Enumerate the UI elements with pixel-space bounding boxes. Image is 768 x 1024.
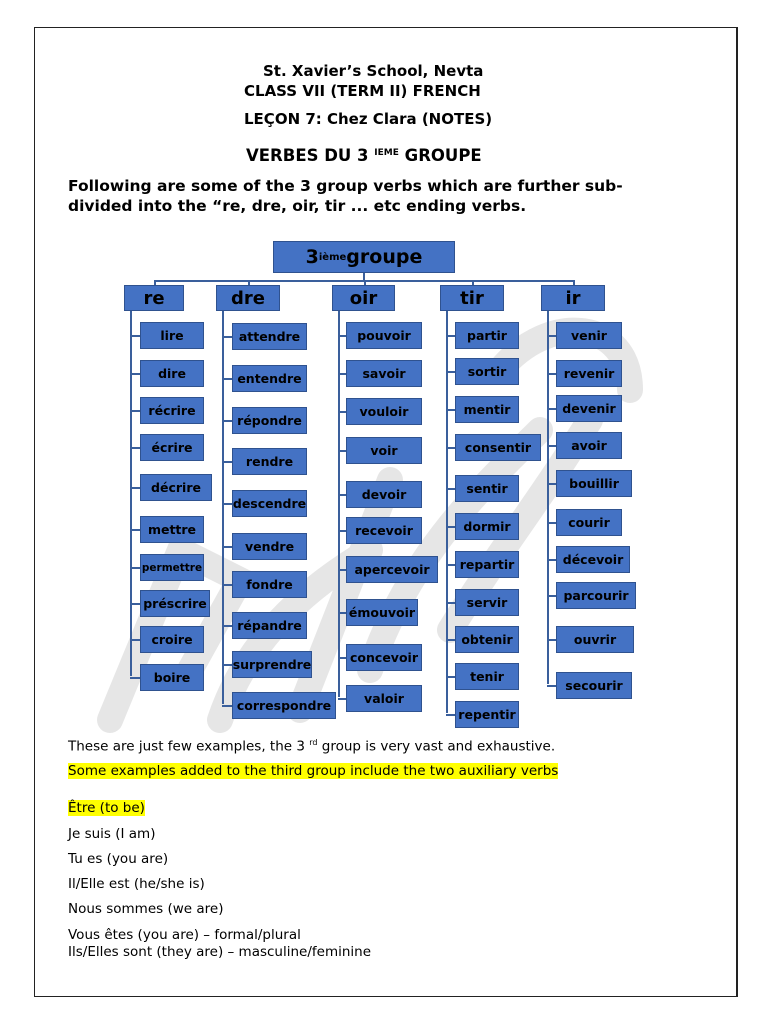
verb-node: dormir — [455, 513, 519, 540]
verb-node: croire — [140, 626, 204, 653]
verb-node: repartir — [455, 551, 519, 578]
connector-line — [222, 705, 232, 707]
connector-line — [547, 639, 556, 641]
verb-node: concevoir — [346, 644, 422, 671]
group-re-node: re — [124, 285, 184, 311]
connector-line — [222, 664, 232, 666]
verb-node: partir — [455, 322, 519, 349]
connector-line — [130, 603, 140, 605]
verb-node: recevoir — [346, 517, 422, 544]
connector-line — [446, 714, 455, 716]
conj-line: Je suis (I am) — [68, 826, 156, 842]
verb-node: devenir — [556, 395, 622, 422]
connector-line — [338, 411, 346, 413]
root-node: 3 ième groupe — [273, 241, 455, 273]
verb-node: récrire — [140, 397, 204, 424]
connector-line — [338, 657, 346, 659]
verb-node: lire — [140, 322, 204, 349]
connector-line — [547, 559, 556, 561]
verb-node: avoir — [556, 432, 622, 459]
page-title: VERBES DU 3 $^{IEME}$ GROUPE — [246, 146, 482, 165]
verb-node: servir — [455, 589, 519, 616]
connector-line — [446, 371, 455, 373]
verb-node: apercevoir — [346, 556, 438, 583]
connector-line — [130, 677, 140, 679]
connector-line — [130, 639, 140, 641]
group-ir-node: ir — [541, 285, 605, 311]
verb-node: mettre — [140, 516, 204, 543]
connector-line — [547, 445, 556, 447]
verb-node: savoir — [346, 360, 422, 387]
verb-node: courir — [556, 509, 622, 536]
highlight-line: Some examples added to the third group include the two auxiliary verbs — [68, 763, 559, 779]
verb-node: attendre — [232, 323, 307, 350]
connector-line — [446, 526, 455, 528]
note-line: These are just few examples, the 3 $^{rd}$ group is very vast and exhaustive. — [68, 738, 556, 755]
connector-line — [130, 487, 140, 489]
connector-line — [446, 676, 455, 678]
verb-node: émouvoir — [346, 599, 418, 626]
verb-node: repentir — [455, 701, 519, 728]
verb-node: répondre — [232, 407, 307, 434]
connector-line — [222, 378, 232, 380]
connector-line — [338, 311, 340, 697]
conj-line: Nous sommes (we are) — [68, 901, 224, 917]
conj-line: Ils/Elles sont (they are) – masculine/feminine — [68, 944, 372, 960]
connector-line — [130, 410, 140, 412]
verb-node: parcourir — [556, 582, 636, 609]
verb-node: venir — [556, 322, 622, 349]
connector-line — [338, 494, 346, 496]
connector-line — [547, 522, 556, 524]
school-name: St. Xavier’s School, Nevta — [263, 62, 484, 80]
connector-line — [338, 612, 346, 614]
verb-node: fondre — [232, 571, 307, 598]
conj-line: Vous êtes (you are) – formal/plural — [68, 927, 301, 943]
connector-line — [338, 335, 346, 337]
conj-line: Tu es (you are) — [68, 851, 169, 867]
verb-node: sortir — [455, 358, 519, 385]
connector-line — [547, 408, 556, 410]
connector-line — [130, 373, 140, 375]
connector-line — [446, 639, 455, 641]
verb-node: obtenir — [455, 626, 519, 653]
verb-node: devoir — [346, 481, 422, 508]
connector-line — [222, 420, 232, 422]
verb-node: correspondre — [232, 692, 336, 719]
connector-line — [446, 564, 455, 566]
verb-node: dire — [140, 360, 204, 387]
verb-node: préscrire — [140, 590, 210, 617]
verb-node: boire — [140, 664, 204, 691]
connector-line — [446, 409, 455, 411]
connector-line — [547, 311, 549, 684]
connector-line — [547, 685, 556, 687]
intro-text: Following are some of the 3 group verbs which are further sub-divided into the “re, dre, oir, tir ... etc ending verbs. — [68, 177, 623, 215]
connector-line — [130, 335, 140, 337]
verb-node: répandre — [232, 612, 307, 639]
verb-node: valoir — [346, 685, 422, 712]
verb-node: pouvoir — [346, 322, 422, 349]
connector-line — [130, 567, 140, 569]
verb-node: décevoir — [556, 546, 630, 573]
connector-line — [338, 373, 346, 375]
class-line: CLASS VII (TERM II) FRENCH — [244, 82, 481, 100]
verb-node: permettre — [140, 554, 204, 581]
connector-line — [547, 335, 556, 337]
connector-line — [338, 450, 346, 452]
verb-node: tenir — [455, 663, 519, 690]
connector-line — [222, 336, 232, 338]
group-dre-node: dre — [216, 285, 280, 311]
connector-line — [222, 625, 232, 627]
connector-line — [130, 447, 140, 449]
connector-line — [547, 595, 556, 597]
verb-node: entendre — [232, 365, 307, 392]
connector-line — [338, 530, 346, 532]
verb-node: bouillir — [556, 470, 632, 497]
connector-line — [446, 447, 455, 449]
verb-node: rendre — [232, 448, 307, 475]
verb-node: écrire — [140, 434, 204, 461]
connector-line — [446, 335, 455, 337]
verb-node: surprendre — [232, 651, 312, 678]
verb-node: descendre — [232, 490, 307, 517]
connector-line — [338, 569, 346, 571]
connector-line — [222, 311, 224, 704]
verb-node: revenir — [556, 360, 622, 387]
connector-line — [547, 483, 556, 485]
verb-node: consentir — [455, 434, 541, 461]
verb-node: mentir — [455, 396, 519, 423]
group-tir-node: tir — [440, 285, 504, 311]
verb-node: ouvrir — [556, 626, 634, 653]
connector-line — [130, 311, 132, 676]
connector-line — [547, 373, 556, 375]
verb-node: voir — [346, 437, 422, 464]
connector-line — [446, 488, 455, 490]
connector-line — [222, 546, 232, 548]
verb-node: décrire — [140, 474, 212, 501]
verb-node: secourir — [556, 672, 632, 699]
connector-line — [446, 602, 455, 604]
connector-line — [222, 584, 232, 586]
verb-node: sentir — [455, 475, 519, 502]
connector-line — [338, 698, 346, 700]
verb-node: vendre — [232, 533, 307, 560]
lesson-line: LEÇON 7: Chez Clara (NOTES) — [244, 110, 493, 128]
etre-heading: Être (to be) — [68, 800, 145, 816]
group-oir-node: oir — [332, 285, 395, 311]
connector-line — [222, 461, 232, 463]
conj-line: Il/Elle est (he/she is) — [68, 876, 205, 892]
connector-line — [222, 503, 232, 505]
connector-line — [130, 529, 140, 531]
verb-node: vouloir — [346, 398, 422, 425]
